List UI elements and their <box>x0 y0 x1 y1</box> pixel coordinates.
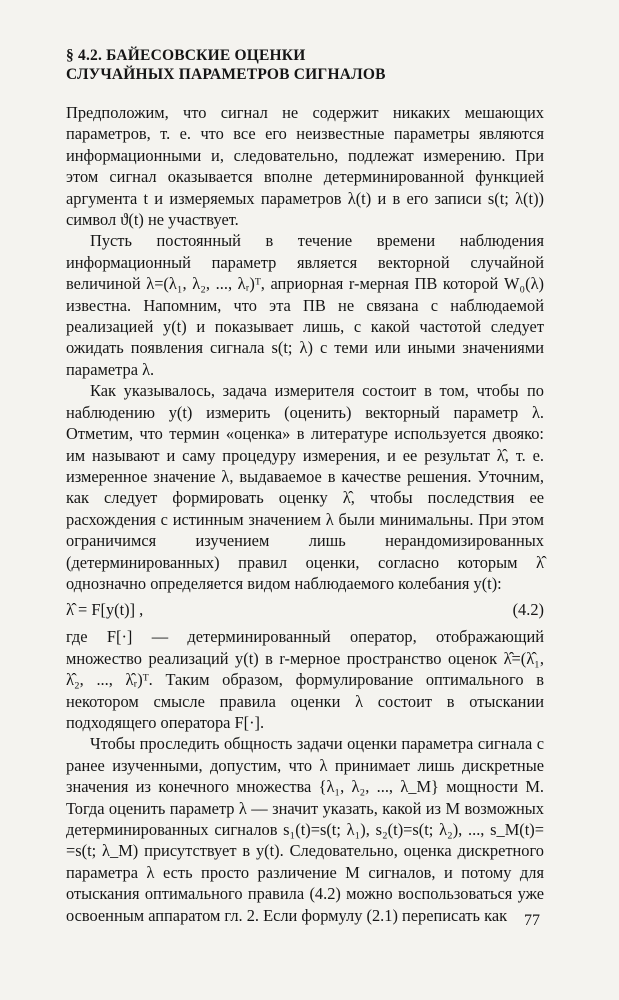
equation-4-2 <box>66 596 544 624</box>
paragraph-3: Как указывалось, задача измерителя состоит в том, чтобы по наблюдению y(t) измерить (оценить) векторный параметр λ. Отметим, что термин «оценка» в литературе используется двояко: им называют и саму процедуру измерения, и ее результат λ̂, т. е. измеренное значение λ, выдаваемое в качестве решения. Уточним, как следует формировать оценку λ̂, чтобы последствия ее расхождения с истинным значением λ были минимальны. При этом ограничимся изучением лишь нерандомизированных (детерминированных) правил оценки, согласно которым λ̂ однозначно определяется видом наблюдаемого колебания y(t): <box>66 381 544 593</box>
page-body <box>66 46 544 926</box>
section-title-line-2: СЛУЧАЙНЫХ ПАРАМЕТРОВ СИГНАЛОВ <box>66 66 386 83</box>
equation-body: λ̂ = F[y(t)] , <box>66 600 144 620</box>
page-number: 77 <box>524 912 540 929</box>
section-heading <box>66 46 544 84</box>
paragraph-1: Предположим, что сигнал не содержит никаких мешающих параметров, т. е. что все его неизвестные параметры являются информационными и, следовательно, подлежат измерению. При этом сигнал оказывается вполне детерминированной функцией аргумента t и измеряемых параметров λ(t) и в его записи s(t; λ(t)) символ ϑ(t) не участвует. <box>66 103 544 230</box>
section-title-line-1: § 4.2. БАЙЕСОВСКИЕ ОЦЕНКИ <box>66 47 306 64</box>
paragraph-5: Чтобы проследить общность задачи оценки параметра сигнала с ранее изученными, допустим, что λ принимает лишь дискретные значения из конечного множества {λ₁, λ₂, ..., λ_M} мощности M. Тогда оценить параметр λ — значит указать, какой из M возможных детерминированных сигналов s₁(t)=s(t; λ₁), s₂(t)=s(t; λ₂), ..., s_M(t)= =s(t; λ_M) присутствует в y(t). Следовательно, оценка дискретного параметра λ есть просто различение M сигналов, и потому для отыскания оптимального правила (4.2) можно воспользоваться уже освоенным аппаратом гл. 2. Если формулу (2.1) переписать как <box>66 734 544 925</box>
equation-number: (4.2) <box>512 600 544 620</box>
paragraph-4: где F[·] — детерминированный оператор, отображающий множество реализаций y(t) в r-мерное пространство оценок λ̂=(λ̂₁, λ̂₂, ..., λ̂ᵣ)ᵀ. Таким образом, формулирование оптимального в некотором смысле правила оценки λ состоит в отыскании подходящего оператора F[·]. <box>66 627 544 732</box>
paragraph-2: Пусть постоянный в течение времени наблюдения информационный параметр является векторной случайной величиной λ=(λ₁, λ₂, ..., λᵣ)ᵀ, априорная r-мерная ПВ которой W₀(λ) известна. Напомним, что эта ПВ не связана с наблюдаемой реализацией y(t) и показывает лишь, с какой частотой следует ожидать появления сигнала s(t; λ) с теми или иными значениями параметра λ. <box>66 231 544 379</box>
